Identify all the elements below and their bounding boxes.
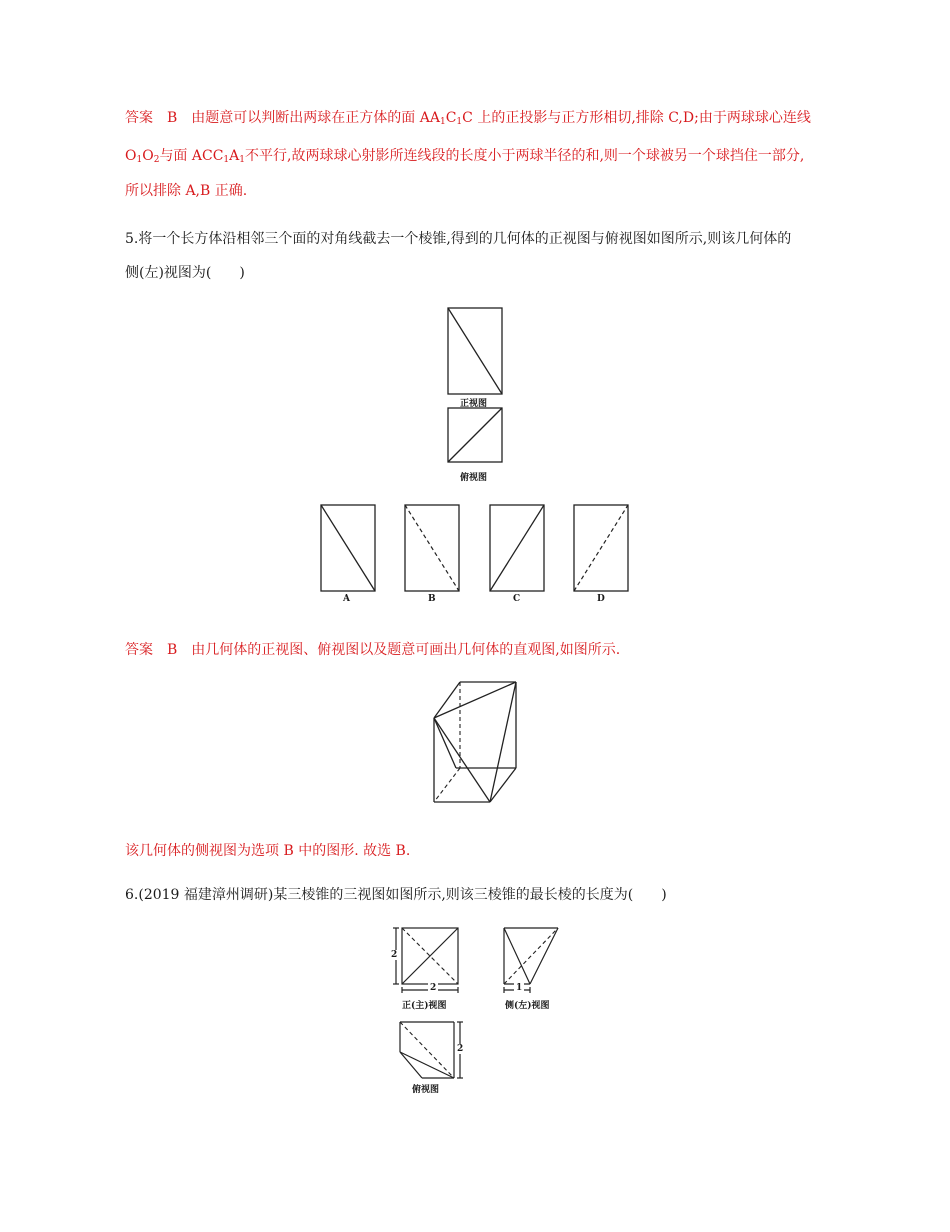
answer-choice: B	[167, 110, 178, 126]
option-c-label: C	[513, 594, 521, 604]
q6-top-caption: 俯视图	[412, 1085, 440, 1095]
question5-line1: 5.将一个长方体沿相邻三个面的对角线截去一个棱锥,得到的几何体的正视图与俯视图如图所示,则该几何体的	[125, 231, 792, 247]
q6-front-width-dim: 2	[430, 983, 437, 993]
option-a-label: A	[343, 594, 350, 604]
q5-front-caption: 正视图	[460, 399, 488, 409]
q5-front-view	[446, 306, 504, 396]
q5-top-view	[446, 406, 504, 464]
option-b-label: B	[428, 594, 436, 604]
option-d-figure	[572, 503, 630, 593]
question5-line2: 侧(左)视图为( )	[125, 265, 245, 281]
q5-top-caption: 俯视图	[460, 473, 488, 483]
q6-front-caption: 正(主)视图	[402, 1001, 447, 1011]
answer5-conclusion: 该几何体的侧视图为选项 B 中的图形. 故选 B.	[125, 843, 411, 859]
q6-side-caption: 侧(左)视图	[505, 1001, 550, 1011]
answer4-line3: 所以排除 A,B 正确.	[125, 183, 248, 199]
q6-front-view	[388, 924, 464, 996]
option-b-figure	[403, 503, 461, 593]
option-c-figure	[488, 503, 546, 593]
q6-top-height-dim: 2	[457, 1044, 464, 1054]
q6-front-height-dim: 2	[391, 950, 398, 960]
option-d-label: D	[597, 594, 605, 604]
answer-choice: B	[167, 642, 178, 658]
q5-solid-figure	[428, 676, 522, 806]
q6-side-width-dim: 1	[516, 983, 523, 993]
answer5-line1: 答案 B 由几何体的正视图、俯视图以及题意可画出几何体的直观图,如图所示.	[125, 642, 621, 658]
answer-label: 答案	[125, 110, 153, 126]
option-a-figure	[319, 503, 377, 593]
question6-text: 6.(2019 福建漳州调研)某三棱锥的三视图如图所示,则该三棱锥的最长棱的长度为( )	[125, 887, 667, 903]
answer-label: 答案	[125, 642, 153, 658]
answer4-line2: $O_1O_2$与面 $ACC_1A_1$不平行,故两球球心射影所连线段的长度小于两球半径的和,则一个球被另一个球挡住一部分,	[125, 148, 805, 165]
q6-side-view	[500, 924, 562, 996]
answer4-line1: 答案 B 由题意可以判断出两球在正方体的面 $AA_1C_1C$ 上的正投影与正方形相切,排除 C,D;由于两球球心连线	[125, 110, 811, 127]
